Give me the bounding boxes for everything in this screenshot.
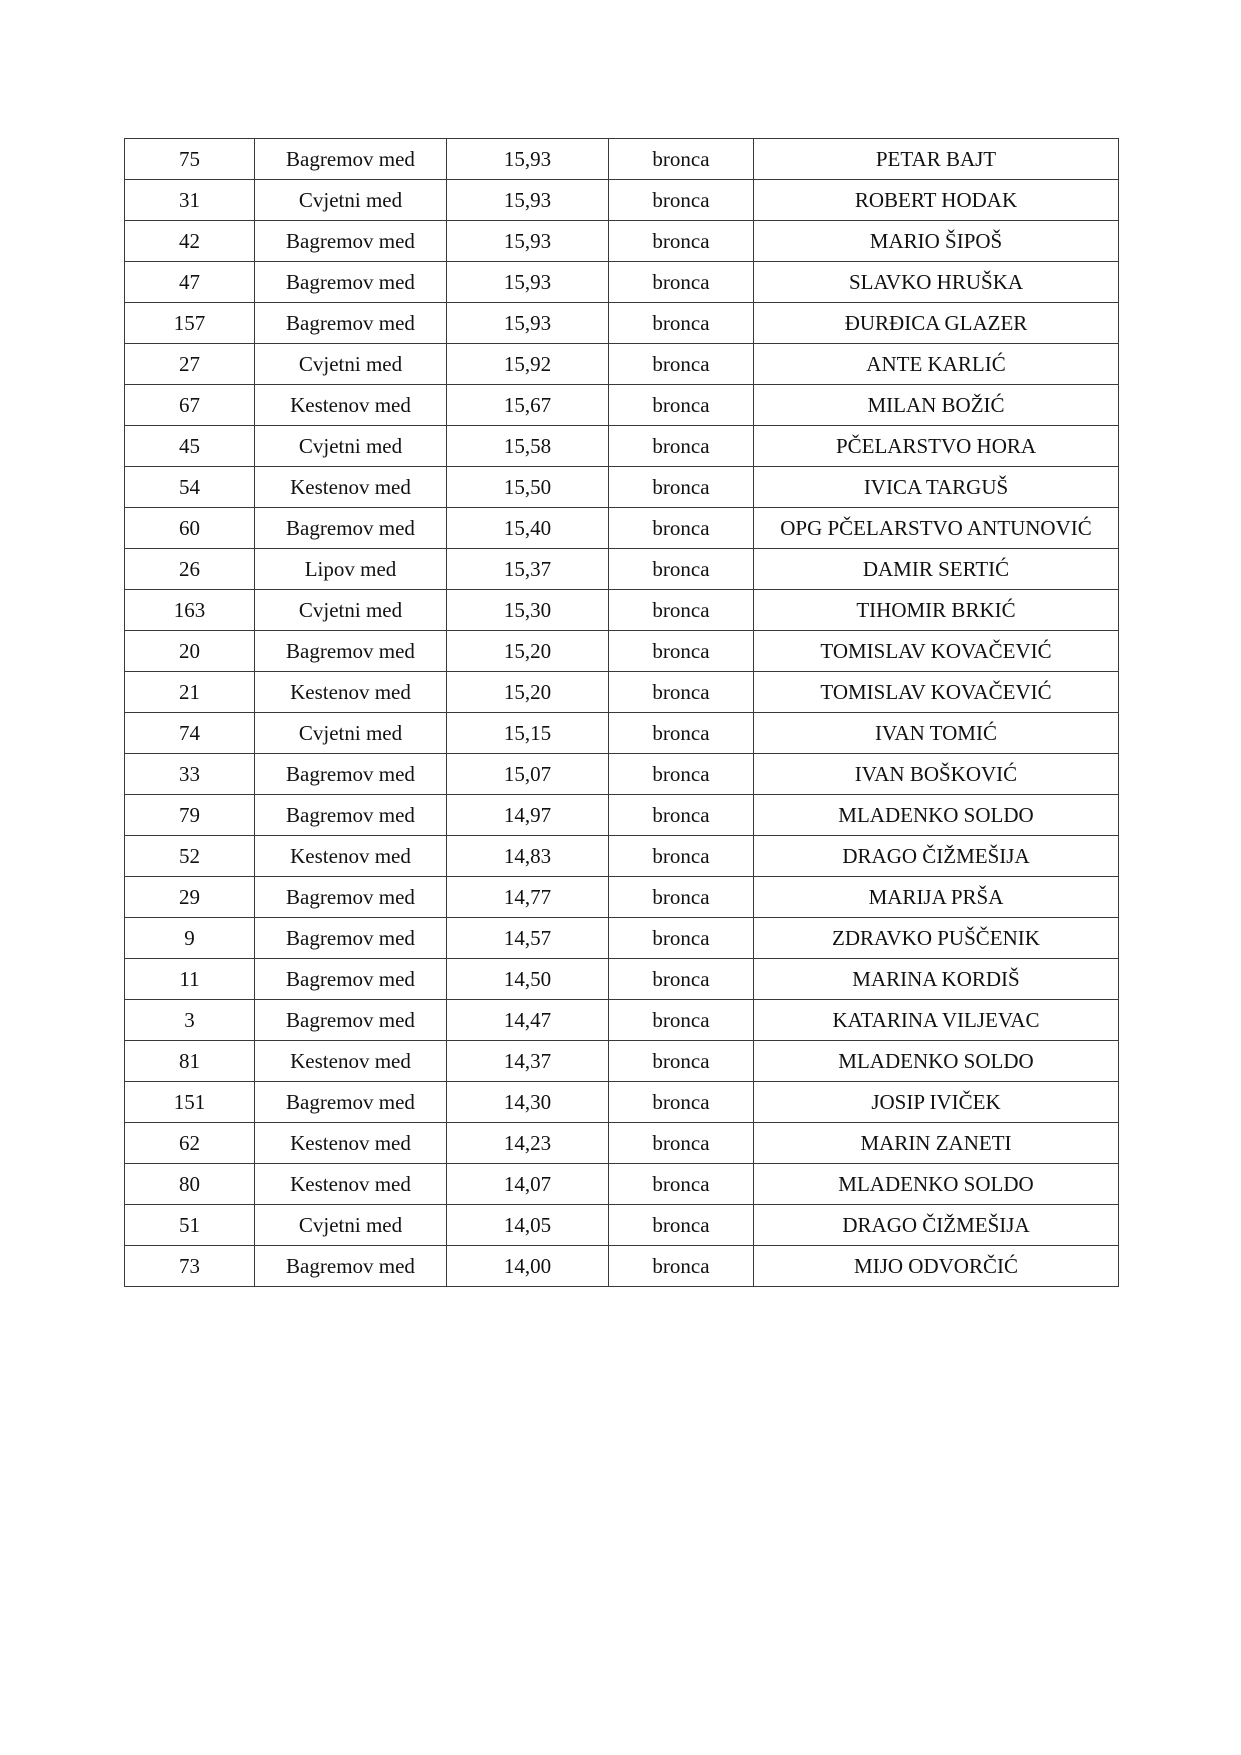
honey-type-cell: Lipov med [255, 549, 447, 590]
honey-type-cell: Cvjetni med [255, 1205, 447, 1246]
table-row [125, 262, 1119, 303]
table-row [125, 549, 1119, 590]
sample-number-cell: 52 [125, 836, 255, 877]
table-row [125, 180, 1119, 221]
honey-type-cell: Bagremov med [255, 221, 447, 262]
table-row [125, 918, 1119, 959]
medal-cell: bronca [609, 426, 754, 467]
producer-name-cell: MARIN ZANETI [754, 1123, 1119, 1164]
sample-number-cell: 51 [125, 1205, 255, 1246]
medal-cell: bronca [609, 180, 754, 221]
table-row [125, 1000, 1119, 1041]
honey-type-cell: Bagremov med [255, 303, 447, 344]
score-cell: 14,97 [447, 795, 609, 836]
table-row [125, 1082, 1119, 1123]
sample-number-cell: 80 [125, 1164, 255, 1205]
producer-name-cell: IVAN BOŠKOVIĆ [754, 754, 1119, 795]
honey-type-cell: Kestenov med [255, 1041, 447, 1082]
producer-name-cell: MLADENKO SOLDO [754, 1041, 1119, 1082]
sample-number-cell: 20 [125, 631, 255, 672]
score-cell: 15,93 [447, 303, 609, 344]
medal-cell: bronca [609, 959, 754, 1000]
producer-name-cell: MILAN BOŽIĆ [754, 385, 1119, 426]
sample-number-cell: 163 [125, 590, 255, 631]
score-cell: 14,83 [447, 836, 609, 877]
medal-cell: bronca [609, 221, 754, 262]
table-row [125, 959, 1119, 1000]
producer-name-cell: TIHOMIR BRKIĆ [754, 590, 1119, 631]
sample-number-cell: 42 [125, 221, 255, 262]
sample-number-cell: 21 [125, 672, 255, 713]
table-row [125, 1041, 1119, 1082]
honey-type-cell: Cvjetni med [255, 344, 447, 385]
score-cell: 14,37 [447, 1041, 609, 1082]
honey-type-cell: Kestenov med [255, 1123, 447, 1164]
honey-type-cell: Cvjetni med [255, 590, 447, 631]
sample-number-cell: 81 [125, 1041, 255, 1082]
sample-number-cell: 54 [125, 467, 255, 508]
honey-type-cell: Kestenov med [255, 385, 447, 426]
medal-cell: bronca [609, 795, 754, 836]
sample-number-cell: 11 [125, 959, 255, 1000]
producer-name-cell: ROBERT HODAK [754, 180, 1119, 221]
producer-name-cell: TOMISLAV KOVAČEVIĆ [754, 672, 1119, 713]
honey-type-cell: Kestenov med [255, 672, 447, 713]
sample-number-cell: 67 [125, 385, 255, 426]
honey-type-cell: Cvjetni med [255, 180, 447, 221]
table-row [125, 1246, 1119, 1287]
table-row [125, 836, 1119, 877]
medal-cell: bronca [609, 1164, 754, 1205]
producer-name-cell: PETAR BAJT [754, 139, 1119, 180]
table-row [125, 877, 1119, 918]
sample-number-cell: 27 [125, 344, 255, 385]
table-row [125, 631, 1119, 672]
score-cell: 15,58 [447, 426, 609, 467]
producer-name-cell: OPG PČELARSTVO ANTUNOVIĆ [754, 508, 1119, 549]
score-cell: 14,07 [447, 1164, 609, 1205]
medal-cell: bronca [609, 1246, 754, 1287]
sample-number-cell: 45 [125, 426, 255, 467]
producer-name-cell: DRAGO ČIŽMEŠIJA [754, 836, 1119, 877]
score-cell: 15,67 [447, 385, 609, 426]
honey-type-cell: Bagremov med [255, 1082, 447, 1123]
medal-cell: bronca [609, 1123, 754, 1164]
producer-name-cell: ĐURĐICA GLAZER [754, 303, 1119, 344]
score-cell: 14,05 [447, 1205, 609, 1246]
producer-name-cell: IVAN TOMIĆ [754, 713, 1119, 754]
score-cell: 15,92 [447, 344, 609, 385]
results-table-body [125, 139, 1119, 1287]
sample-number-cell: 62 [125, 1123, 255, 1164]
sample-number-cell: 79 [125, 795, 255, 836]
medal-cell: bronca [609, 754, 754, 795]
sample-number-cell: 47 [125, 262, 255, 303]
producer-name-cell: MLADENKO SOLDO [754, 795, 1119, 836]
medal-cell: bronca [609, 508, 754, 549]
producer-name-cell: ANTE KARLIĆ [754, 344, 1119, 385]
score-cell: 14,77 [447, 877, 609, 918]
sample-number-cell: 60 [125, 508, 255, 549]
medal-cell: bronca [609, 672, 754, 713]
medal-cell: bronca [609, 344, 754, 385]
honey-type-cell: Bagremov med [255, 795, 447, 836]
producer-name-cell: DRAGO ČIŽMEŠIJA [754, 1205, 1119, 1246]
table-row [125, 426, 1119, 467]
score-cell: 15,40 [447, 508, 609, 549]
medal-cell: bronca [609, 918, 754, 959]
honey-type-cell: Bagremov med [255, 631, 447, 672]
score-cell: 15,93 [447, 139, 609, 180]
score-cell: 15,37 [447, 549, 609, 590]
sample-number-cell: 74 [125, 713, 255, 754]
honey-type-cell: Bagremov med [255, 262, 447, 303]
medal-cell: bronca [609, 303, 754, 344]
score-cell: 15,15 [447, 713, 609, 754]
honey-type-cell: Bagremov med [255, 508, 447, 549]
score-cell: 15,93 [447, 180, 609, 221]
sample-number-cell: 31 [125, 180, 255, 221]
medal-cell: bronca [609, 713, 754, 754]
score-cell: 15,20 [447, 672, 609, 713]
honey-type-cell: Kestenov med [255, 1164, 447, 1205]
honey-type-cell: Bagremov med [255, 754, 447, 795]
table-row [125, 590, 1119, 631]
table-row [125, 1205, 1119, 1246]
producer-name-cell: KATARINA VILJEVAC [754, 1000, 1119, 1041]
medal-cell: bronca [609, 1041, 754, 1082]
table-row [125, 754, 1119, 795]
table-row [125, 672, 1119, 713]
honey-type-cell: Cvjetni med [255, 426, 447, 467]
producer-name-cell: IVICA TARGUŠ [754, 467, 1119, 508]
score-cell: 15,93 [447, 221, 609, 262]
table-row [125, 344, 1119, 385]
sample-number-cell: 73 [125, 1246, 255, 1287]
score-cell: 14,47 [447, 1000, 609, 1041]
table-row [125, 713, 1119, 754]
honey-type-cell: Bagremov med [255, 959, 447, 1000]
medal-cell: bronca [609, 262, 754, 303]
honey-type-cell: Bagremov med [255, 1246, 447, 1287]
producer-name-cell: TOMISLAV KOVAČEVIĆ [754, 631, 1119, 672]
producer-name-cell: MLADENKO SOLDO [754, 1164, 1119, 1205]
table-row [125, 1164, 1119, 1205]
medal-cell: bronca [609, 139, 754, 180]
score-cell: 14,00 [447, 1246, 609, 1287]
medal-cell: bronca [609, 467, 754, 508]
producer-name-cell: MARIO ŠIPOŠ [754, 221, 1119, 262]
honey-type-cell: Bagremov med [255, 877, 447, 918]
honey-type-cell: Bagremov med [255, 918, 447, 959]
table-row [125, 221, 1119, 262]
score-cell: 15,93 [447, 262, 609, 303]
score-cell: 14,30 [447, 1082, 609, 1123]
medal-cell: bronca [609, 1000, 754, 1041]
table-row [125, 795, 1119, 836]
honey-type-cell: Kestenov med [255, 467, 447, 508]
score-cell: 14,23 [447, 1123, 609, 1164]
medal-cell: bronca [609, 631, 754, 672]
honey-type-cell: Cvjetni med [255, 713, 447, 754]
sample-number-cell: 157 [125, 303, 255, 344]
table-row [125, 385, 1119, 426]
producer-name-cell: SLAVKO HRUŠKA [754, 262, 1119, 303]
table-row [125, 467, 1119, 508]
medal-cell: bronca [609, 590, 754, 631]
producer-name-cell: MARINA KORDIŠ [754, 959, 1119, 1000]
table-row [125, 1123, 1119, 1164]
sample-number-cell: 26 [125, 549, 255, 590]
honey-type-cell: Kestenov med [255, 836, 447, 877]
results-table [124, 138, 1119, 1287]
sample-number-cell: 75 [125, 139, 255, 180]
medal-cell: bronca [609, 1082, 754, 1123]
table-row [125, 508, 1119, 549]
sample-number-cell: 33 [125, 754, 255, 795]
producer-name-cell: ZDRAVKO PUŠČENIK [754, 918, 1119, 959]
score-cell: 14,50 [447, 959, 609, 1000]
sample-number-cell: 3 [125, 1000, 255, 1041]
producer-name-cell: MARIJA PRŠA [754, 877, 1119, 918]
medal-cell: bronca [609, 385, 754, 426]
honey-type-cell: Bagremov med [255, 139, 447, 180]
table-row [125, 303, 1119, 344]
score-cell: 15,50 [447, 467, 609, 508]
honey-type-cell: Bagremov med [255, 1000, 447, 1041]
producer-name-cell: DAMIR SERTIĆ [754, 549, 1119, 590]
score-cell: 15,30 [447, 590, 609, 631]
score-cell: 15,20 [447, 631, 609, 672]
score-cell: 15,07 [447, 754, 609, 795]
sample-number-cell: 9 [125, 918, 255, 959]
sample-number-cell: 151 [125, 1082, 255, 1123]
producer-name-cell: JOSIP IVIČEK [754, 1082, 1119, 1123]
producer-name-cell: MIJO ODVORČIĆ [754, 1246, 1119, 1287]
medal-cell: bronca [609, 549, 754, 590]
sample-number-cell: 29 [125, 877, 255, 918]
producer-name-cell: PČELARSTVO HORA [754, 426, 1119, 467]
table-row [125, 139, 1119, 180]
medal-cell: bronca [609, 877, 754, 918]
medal-cell: bronca [609, 836, 754, 877]
score-cell: 14,57 [447, 918, 609, 959]
medal-cell: bronca [609, 1205, 754, 1246]
